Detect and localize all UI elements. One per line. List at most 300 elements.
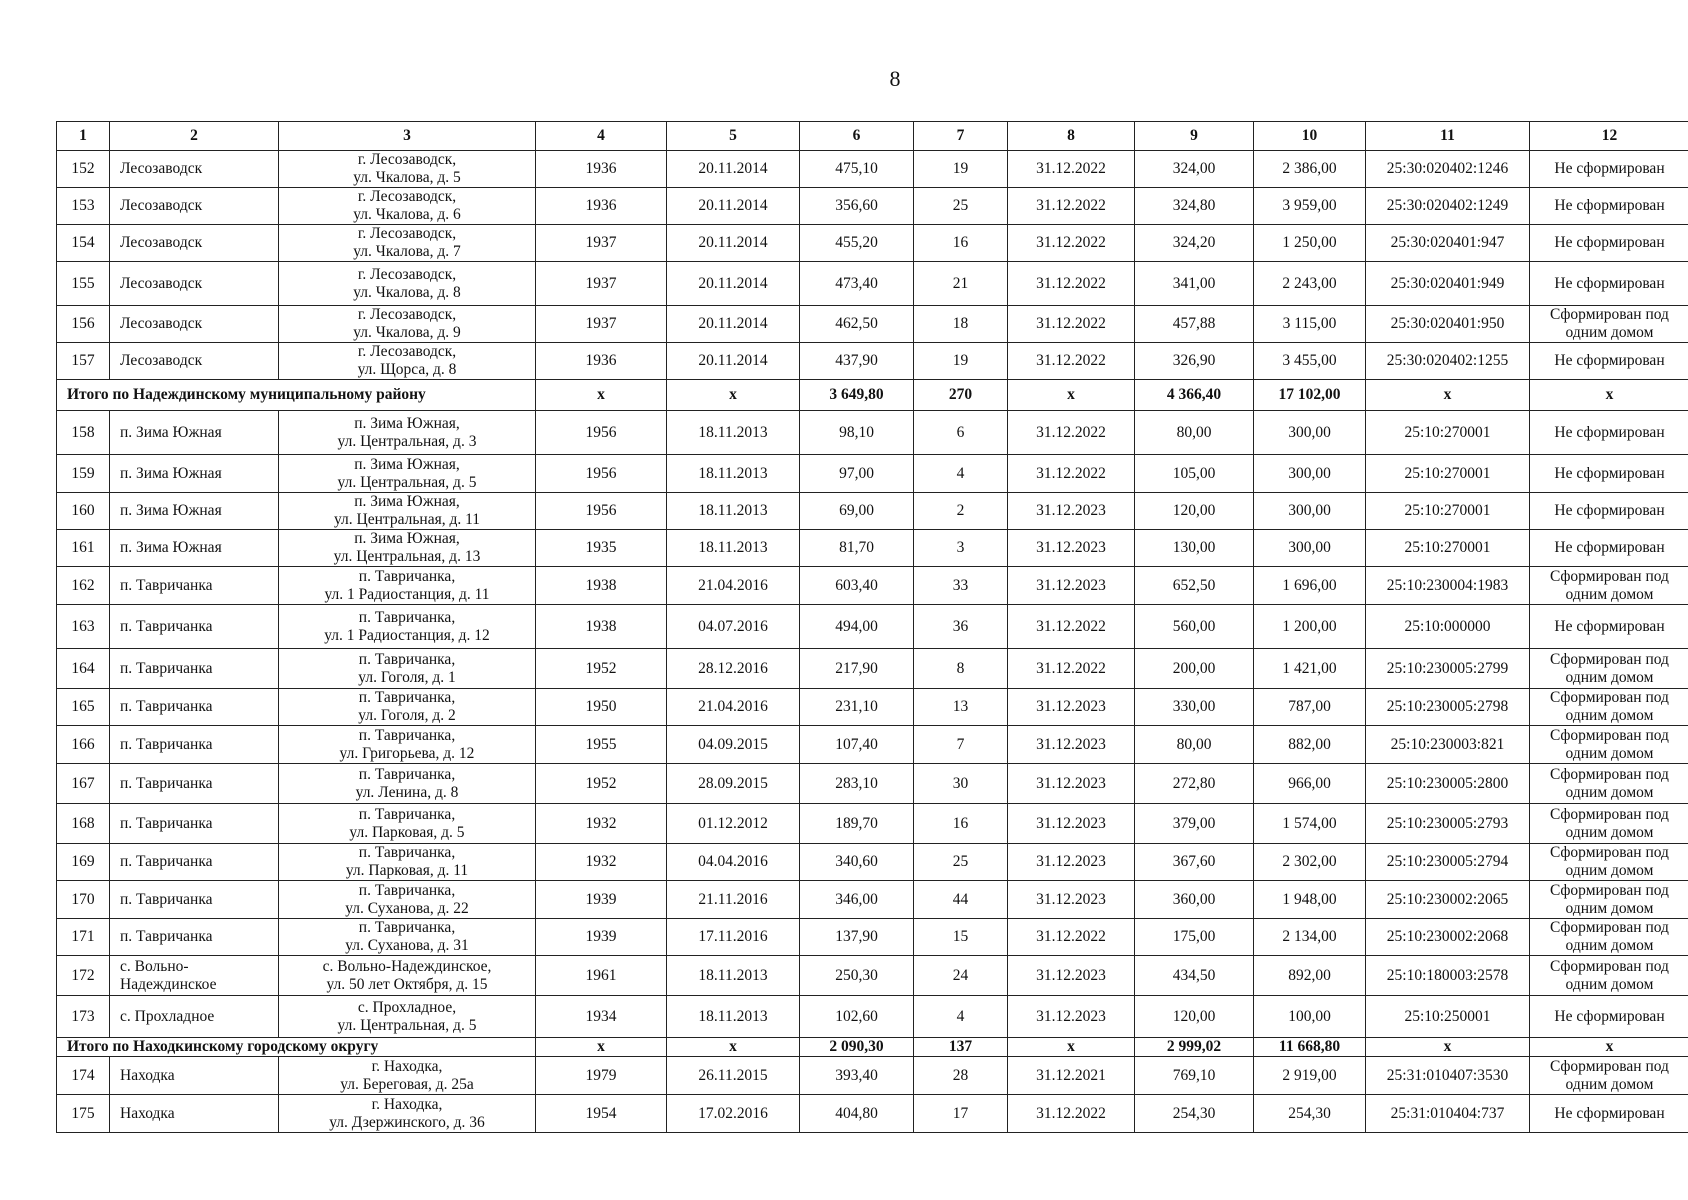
row-number: 152 bbox=[57, 151, 110, 188]
settlement-name: Находка bbox=[120, 1066, 175, 1084]
total-value: x bbox=[1366, 380, 1530, 411]
row-number: 164 bbox=[57, 649, 110, 689]
total-value: 4 366,40 bbox=[1135, 380, 1254, 411]
row-number: 169 bbox=[57, 844, 110, 881]
settlement-cell bbox=[110, 343, 279, 380]
table-row bbox=[57, 530, 1688, 567]
table-row bbox=[57, 649, 1688, 689]
address-line1: п. Тавричанка, bbox=[358, 567, 456, 585]
land-area-value: 200,00 bbox=[1135, 649, 1254, 689]
row-number: 170 bbox=[57, 881, 110, 919]
settlement-cell bbox=[110, 225, 279, 262]
address-line1: г. Лесозаводск, bbox=[357, 225, 457, 242]
address-line2: ул. Парковая, д. 5 bbox=[349, 823, 465, 841]
area-value: 462,50 bbox=[800, 306, 914, 343]
settlement-name: Лесозаводск bbox=[120, 274, 203, 292]
recognition-date: 28.12.2016 bbox=[667, 649, 800, 689]
settlement-name: п. Зима Южная bbox=[120, 464, 222, 482]
area-value: 404,80 bbox=[800, 1095, 914, 1133]
address-line1: п. Зима Южная, bbox=[354, 530, 460, 547]
total-row bbox=[57, 380, 1688, 411]
total-value: 137 bbox=[914, 1038, 1008, 1057]
plot-status-line1: Сформирован под bbox=[1550, 844, 1669, 861]
area-value: 98,10 bbox=[800, 411, 914, 455]
plot-area-value: 254,30 bbox=[1254, 1095, 1366, 1133]
data-table bbox=[56, 121, 1688, 1133]
residents-count: 16 bbox=[914, 804, 1008, 844]
address-cell bbox=[279, 411, 536, 455]
residents-count: 36 bbox=[914, 605, 1008, 649]
cadastral-number: 25:30:020402:1255 bbox=[1366, 343, 1530, 380]
area-value: 356,60 bbox=[800, 188, 914, 225]
column-header: 4 bbox=[536, 122, 667, 151]
build-year: 1952 bbox=[536, 764, 667, 804]
row-number: 155 bbox=[57, 262, 110, 306]
table-row bbox=[57, 605, 1688, 649]
settlement-cell bbox=[110, 1057, 279, 1095]
table-row bbox=[57, 804, 1688, 844]
settlement-cell bbox=[110, 996, 279, 1038]
address-line1: г. Лесозаводск, bbox=[357, 188, 457, 205]
residents-count: 7 bbox=[914, 726, 1008, 764]
cadastral-number: 25:10:270001 bbox=[1366, 493, 1530, 530]
plot-area-value: 300,00 bbox=[1254, 493, 1366, 530]
resettlement-deadline: 31.12.2023 bbox=[1008, 689, 1135, 726]
plot-status-cell bbox=[1530, 844, 1688, 881]
settlement-cell bbox=[110, 493, 279, 530]
recognition-date: 26.11.2015 bbox=[667, 1057, 800, 1095]
plot-status-line2: одним домом bbox=[1565, 937, 1654, 954]
address-cell bbox=[279, 726, 536, 764]
plot-area-value: 100,00 bbox=[1254, 996, 1366, 1038]
settlement-cell bbox=[110, 764, 279, 804]
recognition-date: 18.11.2013 bbox=[667, 956, 800, 996]
cadastral-number: 25:10:230005:2799 bbox=[1366, 649, 1530, 689]
row-number: 171 bbox=[57, 919, 110, 956]
settlement-cell bbox=[110, 306, 279, 343]
address-cell bbox=[279, 343, 536, 380]
recognition-date: 18.11.2013 bbox=[667, 455, 800, 493]
settlement-name: п. Тавричанка bbox=[120, 617, 213, 635]
table-row bbox=[57, 188, 1688, 225]
area-value: 69,00 bbox=[800, 493, 914, 530]
plot-status-line2: одним домом bbox=[1565, 783, 1654, 801]
plot-status-line1: Сформирован под bbox=[1550, 805, 1669, 823]
settlement-cell bbox=[110, 262, 279, 306]
table-row bbox=[57, 343, 1688, 380]
plot-status-cell bbox=[1530, 919, 1688, 956]
table-row bbox=[57, 262, 1688, 306]
recognition-date: 20.11.2014 bbox=[667, 262, 800, 306]
column-header: 5 bbox=[667, 122, 800, 151]
recognition-date: 20.11.2014 bbox=[667, 188, 800, 225]
cadastral-number: 25:30:020402:1246 bbox=[1366, 151, 1530, 188]
plot-status-line1: Не сформирован bbox=[1554, 423, 1665, 441]
area-value: 137,90 bbox=[800, 919, 914, 956]
address-line1: п. Тавричанка, bbox=[358, 844, 456, 861]
land-area-value: 330,00 bbox=[1135, 689, 1254, 726]
plot-status-cell bbox=[1530, 455, 1688, 493]
header-row bbox=[57, 122, 1688, 151]
cadastral-number: 25:10:250001 bbox=[1366, 996, 1530, 1038]
column-header: 6 bbox=[800, 122, 914, 151]
settlement-cell bbox=[110, 1095, 279, 1133]
cadastral-number: 25:30:020401:949 bbox=[1366, 262, 1530, 306]
resettlement-deadline: 31.12.2022 bbox=[1008, 455, 1135, 493]
cadastral-number: 25:31:010404:737 bbox=[1366, 1095, 1530, 1133]
plot-status-line1: Сформирован под bbox=[1550, 567, 1669, 585]
land-area-value: 254,30 bbox=[1135, 1095, 1254, 1133]
row-number: 173 bbox=[57, 996, 110, 1038]
residents-count: 33 bbox=[914, 567, 1008, 605]
table-row bbox=[57, 956, 1688, 996]
land-area-value: 341,00 bbox=[1135, 262, 1254, 306]
address-cell bbox=[279, 306, 536, 343]
row-number: 172 bbox=[57, 956, 110, 996]
recognition-date: 18.11.2013 bbox=[667, 493, 800, 530]
area-value: 346,00 bbox=[800, 881, 914, 919]
column-header: 1 bbox=[57, 122, 110, 151]
land-area-value: 324,20 bbox=[1135, 225, 1254, 262]
settlement-name: п. Тавричанка bbox=[120, 735, 213, 753]
land-area-value: 130,00 bbox=[1135, 530, 1254, 567]
table-row bbox=[57, 1057, 1688, 1095]
address-line2: ул. Щорса, д. 8 bbox=[357, 361, 457, 378]
total-row bbox=[57, 1038, 1688, 1057]
plot-status-cell bbox=[1530, 956, 1688, 996]
plot-status-cell bbox=[1530, 306, 1688, 343]
row-number: 157 bbox=[57, 343, 110, 380]
table-row bbox=[57, 919, 1688, 956]
plot-status-line2: одним домом bbox=[1565, 899, 1654, 917]
build-year: 1955 bbox=[536, 726, 667, 764]
recognition-date: 04.07.2016 bbox=[667, 605, 800, 649]
column-header: 9 bbox=[1135, 122, 1254, 151]
table-row bbox=[57, 225, 1688, 262]
table-row bbox=[57, 493, 1688, 530]
cadastral-number: 25:10:230003:821 bbox=[1366, 726, 1530, 764]
row-number: 156 bbox=[57, 306, 110, 343]
recognition-date: 21.04.2016 bbox=[667, 567, 800, 605]
plot-area-value: 2 302,00 bbox=[1254, 844, 1366, 881]
settlement-cell bbox=[110, 151, 279, 188]
residents-count: 19 bbox=[914, 151, 1008, 188]
address-line1: п. Зима Южная, bbox=[354, 414, 460, 432]
address-line2: ул. Гоголя, д. 1 bbox=[358, 668, 456, 686]
plot-status-line2: одним домом bbox=[1565, 707, 1654, 724]
settlement-name: Лесозаводск bbox=[120, 352, 203, 369]
residents-count: 44 bbox=[914, 881, 1008, 919]
row-number: 174 bbox=[57, 1057, 110, 1095]
address-cell bbox=[279, 225, 536, 262]
address-line1: г. Лесозаводск, bbox=[357, 306, 457, 323]
settlement-name: п. Зима Южная bbox=[120, 502, 222, 519]
address-line1: п. Тавричанка, bbox=[358, 765, 456, 783]
land-area-value: 120,00 bbox=[1135, 996, 1254, 1038]
row-number: 154 bbox=[57, 225, 110, 262]
resettlement-deadline: 31.12.2023 bbox=[1008, 804, 1135, 844]
plot-area-value: 2 386,00 bbox=[1254, 151, 1366, 188]
address-line1: г. Находка, bbox=[371, 1057, 443, 1075]
address-line2: ул. Центральная, д. 13 bbox=[333, 548, 481, 565]
resettlement-deadline: 31.12.2023 bbox=[1008, 726, 1135, 764]
plot-status-cell bbox=[1530, 605, 1688, 649]
plot-status-line1: Не сформирован bbox=[1554, 539, 1665, 556]
plot-status-cell bbox=[1530, 764, 1688, 804]
address-line1: г. Лесозаводск, bbox=[357, 265, 457, 283]
total-value: 11 668,80 bbox=[1254, 1038, 1366, 1057]
residents-count: 13 bbox=[914, 689, 1008, 726]
cadastral-number: 25:10:270001 bbox=[1366, 530, 1530, 567]
plot-status-cell bbox=[1530, 881, 1688, 919]
plot-status-line1: Сформирован под bbox=[1550, 919, 1669, 936]
settlement-cell bbox=[110, 881, 279, 919]
residents-count: 4 bbox=[914, 996, 1008, 1038]
settlement-cell bbox=[110, 804, 279, 844]
residents-count: 21 bbox=[914, 262, 1008, 306]
resettlement-deadline: 31.12.2022 bbox=[1008, 306, 1135, 343]
total-value: 270 bbox=[914, 380, 1008, 411]
plot-status-line1: Сформирован под bbox=[1550, 689, 1669, 706]
settlement-name: Находка bbox=[120, 1104, 175, 1122]
settlement-name: п. Тавричанка bbox=[120, 774, 213, 792]
settlement-name: Лесозаводск bbox=[120, 197, 203, 214]
total-value: x bbox=[667, 1038, 800, 1057]
area-value: 603,40 bbox=[800, 567, 914, 605]
recognition-date: 17.11.2016 bbox=[667, 919, 800, 956]
table-row bbox=[57, 455, 1688, 493]
land-area-value: 80,00 bbox=[1135, 411, 1254, 455]
settlement-name: с. Прохладное bbox=[120, 1007, 215, 1025]
plot-status-line1: Не сформирован bbox=[1554, 234, 1665, 251]
plot-area-value: 3 959,00 bbox=[1254, 188, 1366, 225]
build-year: 1932 bbox=[536, 804, 667, 844]
column-header: 2 bbox=[110, 122, 279, 151]
residents-count: 3 bbox=[914, 530, 1008, 567]
total-label: Итого по Надеждинскому муниципальному району bbox=[57, 380, 536, 411]
total-value: x bbox=[1530, 1038, 1688, 1057]
area-value: 189,70 bbox=[800, 804, 914, 844]
settlement-name: Лесозаводск bbox=[120, 234, 203, 251]
address-line2: ул. Парковая, д. 11 bbox=[345, 862, 469, 879]
cadastral-number: 25:10:230002:2065 bbox=[1366, 881, 1530, 919]
build-year: 1937 bbox=[536, 262, 667, 306]
total-value: 17 102,00 bbox=[1254, 380, 1366, 411]
plot-area-value: 1 948,00 bbox=[1254, 881, 1366, 919]
plot-status-cell bbox=[1530, 151, 1688, 188]
plot-area-value: 3 455,00 bbox=[1254, 343, 1366, 380]
plot-status-cell bbox=[1530, 804, 1688, 844]
total-value: x bbox=[667, 380, 800, 411]
plot-status-line2: одним домом bbox=[1565, 1075, 1654, 1093]
total-value: 2 090,30 bbox=[800, 1038, 914, 1057]
plot-status-line1: Не сформирован bbox=[1554, 464, 1665, 482]
address-line1: п. Тавричанка, bbox=[358, 805, 456, 823]
build-year: 1954 bbox=[536, 1095, 667, 1133]
plot-status-cell bbox=[1530, 493, 1688, 530]
build-year: 1934 bbox=[536, 996, 667, 1038]
land-area-value: 326,90 bbox=[1135, 343, 1254, 380]
land-area-value: 360,00 bbox=[1135, 881, 1254, 919]
table-row bbox=[57, 996, 1688, 1038]
address-line2: ул. Гоголя, д. 2 bbox=[358, 707, 456, 724]
resettlement-deadline: 31.12.2022 bbox=[1008, 343, 1135, 380]
area-value: 81,70 bbox=[800, 530, 914, 567]
plot-status-line2: одним домом bbox=[1565, 862, 1654, 879]
settlement-name: п. Тавричанка bbox=[120, 659, 213, 677]
address-line1: п. Зима Южная, bbox=[354, 455, 460, 473]
address-line2: ул. Чкалова, д. 6 bbox=[353, 206, 461, 223]
cadastral-number: 25:10:180003:2578 bbox=[1366, 956, 1530, 996]
recognition-date: 17.02.2016 bbox=[667, 1095, 800, 1133]
address-line1: с. Прохладное, bbox=[357, 998, 457, 1016]
settlement-cell bbox=[110, 530, 279, 567]
recognition-date: 20.11.2014 bbox=[667, 343, 800, 380]
area-value: 455,20 bbox=[800, 225, 914, 262]
address-cell bbox=[279, 262, 536, 306]
resettlement-deadline: 31.12.2023 bbox=[1008, 764, 1135, 804]
resettlement-deadline: 31.12.2022 bbox=[1008, 605, 1135, 649]
resettlement-deadline: 31.12.2023 bbox=[1008, 881, 1135, 919]
row-number: 168 bbox=[57, 804, 110, 844]
resettlement-deadline: 31.12.2022 bbox=[1008, 411, 1135, 455]
address-cell bbox=[279, 1057, 536, 1095]
total-value: x bbox=[1530, 380, 1688, 411]
settlement-name: п. Зима Южная bbox=[120, 539, 222, 556]
area-value: 250,30 bbox=[800, 956, 914, 996]
row-number: 167 bbox=[57, 764, 110, 804]
address-line2: ул. 1 Радиостанция, д. 11 bbox=[324, 585, 490, 603]
address-cell bbox=[279, 605, 536, 649]
land-area-value: 324,80 bbox=[1135, 188, 1254, 225]
row-number: 175 bbox=[57, 1095, 110, 1133]
address-line1: п. Тавричанка, bbox=[358, 650, 456, 668]
cadastral-number: 25:10:000000 bbox=[1366, 605, 1530, 649]
plot-status-line2: одним домом bbox=[1565, 585, 1654, 603]
row-number: 158 bbox=[57, 411, 110, 455]
plot-status-line2: одним домом bbox=[1565, 823, 1654, 841]
column-header: 7 bbox=[914, 122, 1008, 151]
build-year: 1936 bbox=[536, 151, 667, 188]
settlement-name: п. Тавричанка bbox=[120, 890, 213, 908]
land-area-value: 105,00 bbox=[1135, 455, 1254, 493]
residents-count: 6 bbox=[914, 411, 1008, 455]
address-line2: ул. Центральная, д. 3 bbox=[337, 432, 477, 450]
resettlement-deadline: 31.12.2021 bbox=[1008, 1057, 1135, 1095]
address-line1: г. Находка, bbox=[371, 1095, 443, 1113]
row-number: 153 bbox=[57, 188, 110, 225]
resettlement-deadline: 31.12.2023 bbox=[1008, 956, 1135, 996]
table-row bbox=[57, 844, 1688, 881]
plot-status-line1: Сформирован под bbox=[1550, 765, 1669, 783]
settlement-name: Лесозаводск bbox=[120, 160, 203, 177]
cadastral-number: 25:10:230005:2800 bbox=[1366, 764, 1530, 804]
address-cell bbox=[279, 530, 536, 567]
page-number: 8 bbox=[889, 66, 901, 91]
plot-area-value: 300,00 bbox=[1254, 455, 1366, 493]
address-cell bbox=[279, 649, 536, 689]
address-cell bbox=[279, 956, 536, 996]
land-area-value: 120,00 bbox=[1135, 493, 1254, 530]
recognition-date: 18.11.2013 bbox=[667, 530, 800, 567]
row-number: 159 bbox=[57, 455, 110, 493]
recognition-date: 28.09.2015 bbox=[667, 764, 800, 804]
plot-status-cell bbox=[1530, 1057, 1688, 1095]
address-line2: ул. Чкалова, д. 9 bbox=[353, 324, 461, 341]
plot-status-line1: Сформирован под bbox=[1550, 1057, 1669, 1075]
total-value: x bbox=[1366, 1038, 1530, 1057]
cadastral-number: 25:10:230002:2068 bbox=[1366, 919, 1530, 956]
address-line2: ул. Суханова, д. 22 bbox=[345, 899, 469, 917]
settlement-cell bbox=[110, 689, 279, 726]
total-value: x bbox=[536, 1038, 667, 1057]
build-year: 1936 bbox=[536, 343, 667, 380]
resettlement-deadline: 31.12.2023 bbox=[1008, 530, 1135, 567]
cadastral-number: 25:30:020402:1249 bbox=[1366, 188, 1530, 225]
land-area-value: 367,60 bbox=[1135, 844, 1254, 881]
plot-status-line1: Не сформирован bbox=[1554, 352, 1665, 369]
address-line2: ул. Береговая, д. 25а bbox=[340, 1075, 474, 1093]
land-area-value: 769,10 bbox=[1135, 1057, 1254, 1095]
table-row bbox=[57, 689, 1688, 726]
build-year: 1950 bbox=[536, 689, 667, 726]
plot-area-value: 892,00 bbox=[1254, 956, 1366, 996]
column-header: 8 bbox=[1008, 122, 1135, 151]
settlement-cell bbox=[110, 605, 279, 649]
build-year: 1937 bbox=[536, 306, 667, 343]
area-value: 340,60 bbox=[800, 844, 914, 881]
build-year: 1956 bbox=[536, 411, 667, 455]
row-number: 160 bbox=[57, 493, 110, 530]
recognition-date: 18.11.2013 bbox=[667, 411, 800, 455]
build-year: 1979 bbox=[536, 1057, 667, 1095]
resettlement-deadline: 31.12.2022 bbox=[1008, 225, 1135, 262]
settlement-name-line2: Надеждинское bbox=[120, 975, 217, 993]
settlement-cell bbox=[110, 919, 279, 956]
plot-status-cell bbox=[1530, 411, 1688, 455]
row-number: 162 bbox=[57, 567, 110, 605]
resettlement-deadline: 31.12.2022 bbox=[1008, 1095, 1135, 1133]
plot-status-line1: Сформирован под bbox=[1550, 306, 1669, 323]
cadastral-number: 25:10:230005:2793 bbox=[1366, 804, 1530, 844]
settlement-name: п. Тавричанка bbox=[120, 576, 213, 594]
resettlement-deadline: 31.12.2023 bbox=[1008, 567, 1135, 605]
recognition-date: 20.11.2014 bbox=[667, 151, 800, 188]
plot-area-value: 2 243,00 bbox=[1254, 262, 1366, 306]
build-year: 1952 bbox=[536, 649, 667, 689]
address-cell bbox=[279, 567, 536, 605]
table-row bbox=[57, 306, 1688, 343]
recognition-date: 18.11.2013 bbox=[667, 996, 800, 1038]
settlement-cell bbox=[110, 956, 279, 996]
plot-area-value: 1 421,00 bbox=[1254, 649, 1366, 689]
row-number: 163 bbox=[57, 605, 110, 649]
plot-status-line1: Сформирован под bbox=[1550, 726, 1669, 744]
residents-count: 25 bbox=[914, 844, 1008, 881]
recognition-date: 01.12.2012 bbox=[667, 804, 800, 844]
settlement-cell bbox=[110, 726, 279, 764]
plot-status-line1: Сформирован под bbox=[1550, 881, 1669, 899]
recognition-date: 20.11.2014 bbox=[667, 225, 800, 262]
settlement-name: п. Тавричанка bbox=[120, 814, 213, 832]
residents-count: 17 bbox=[914, 1095, 1008, 1133]
plot-area-value: 787,00 bbox=[1254, 689, 1366, 726]
build-year: 1956 bbox=[536, 493, 667, 530]
row-number: 165 bbox=[57, 689, 110, 726]
build-year: 1936 bbox=[536, 188, 667, 225]
address-line2: ул. 50 лет Октября, д. 15 bbox=[326, 975, 488, 993]
plot-area-value: 1 696,00 bbox=[1254, 567, 1366, 605]
